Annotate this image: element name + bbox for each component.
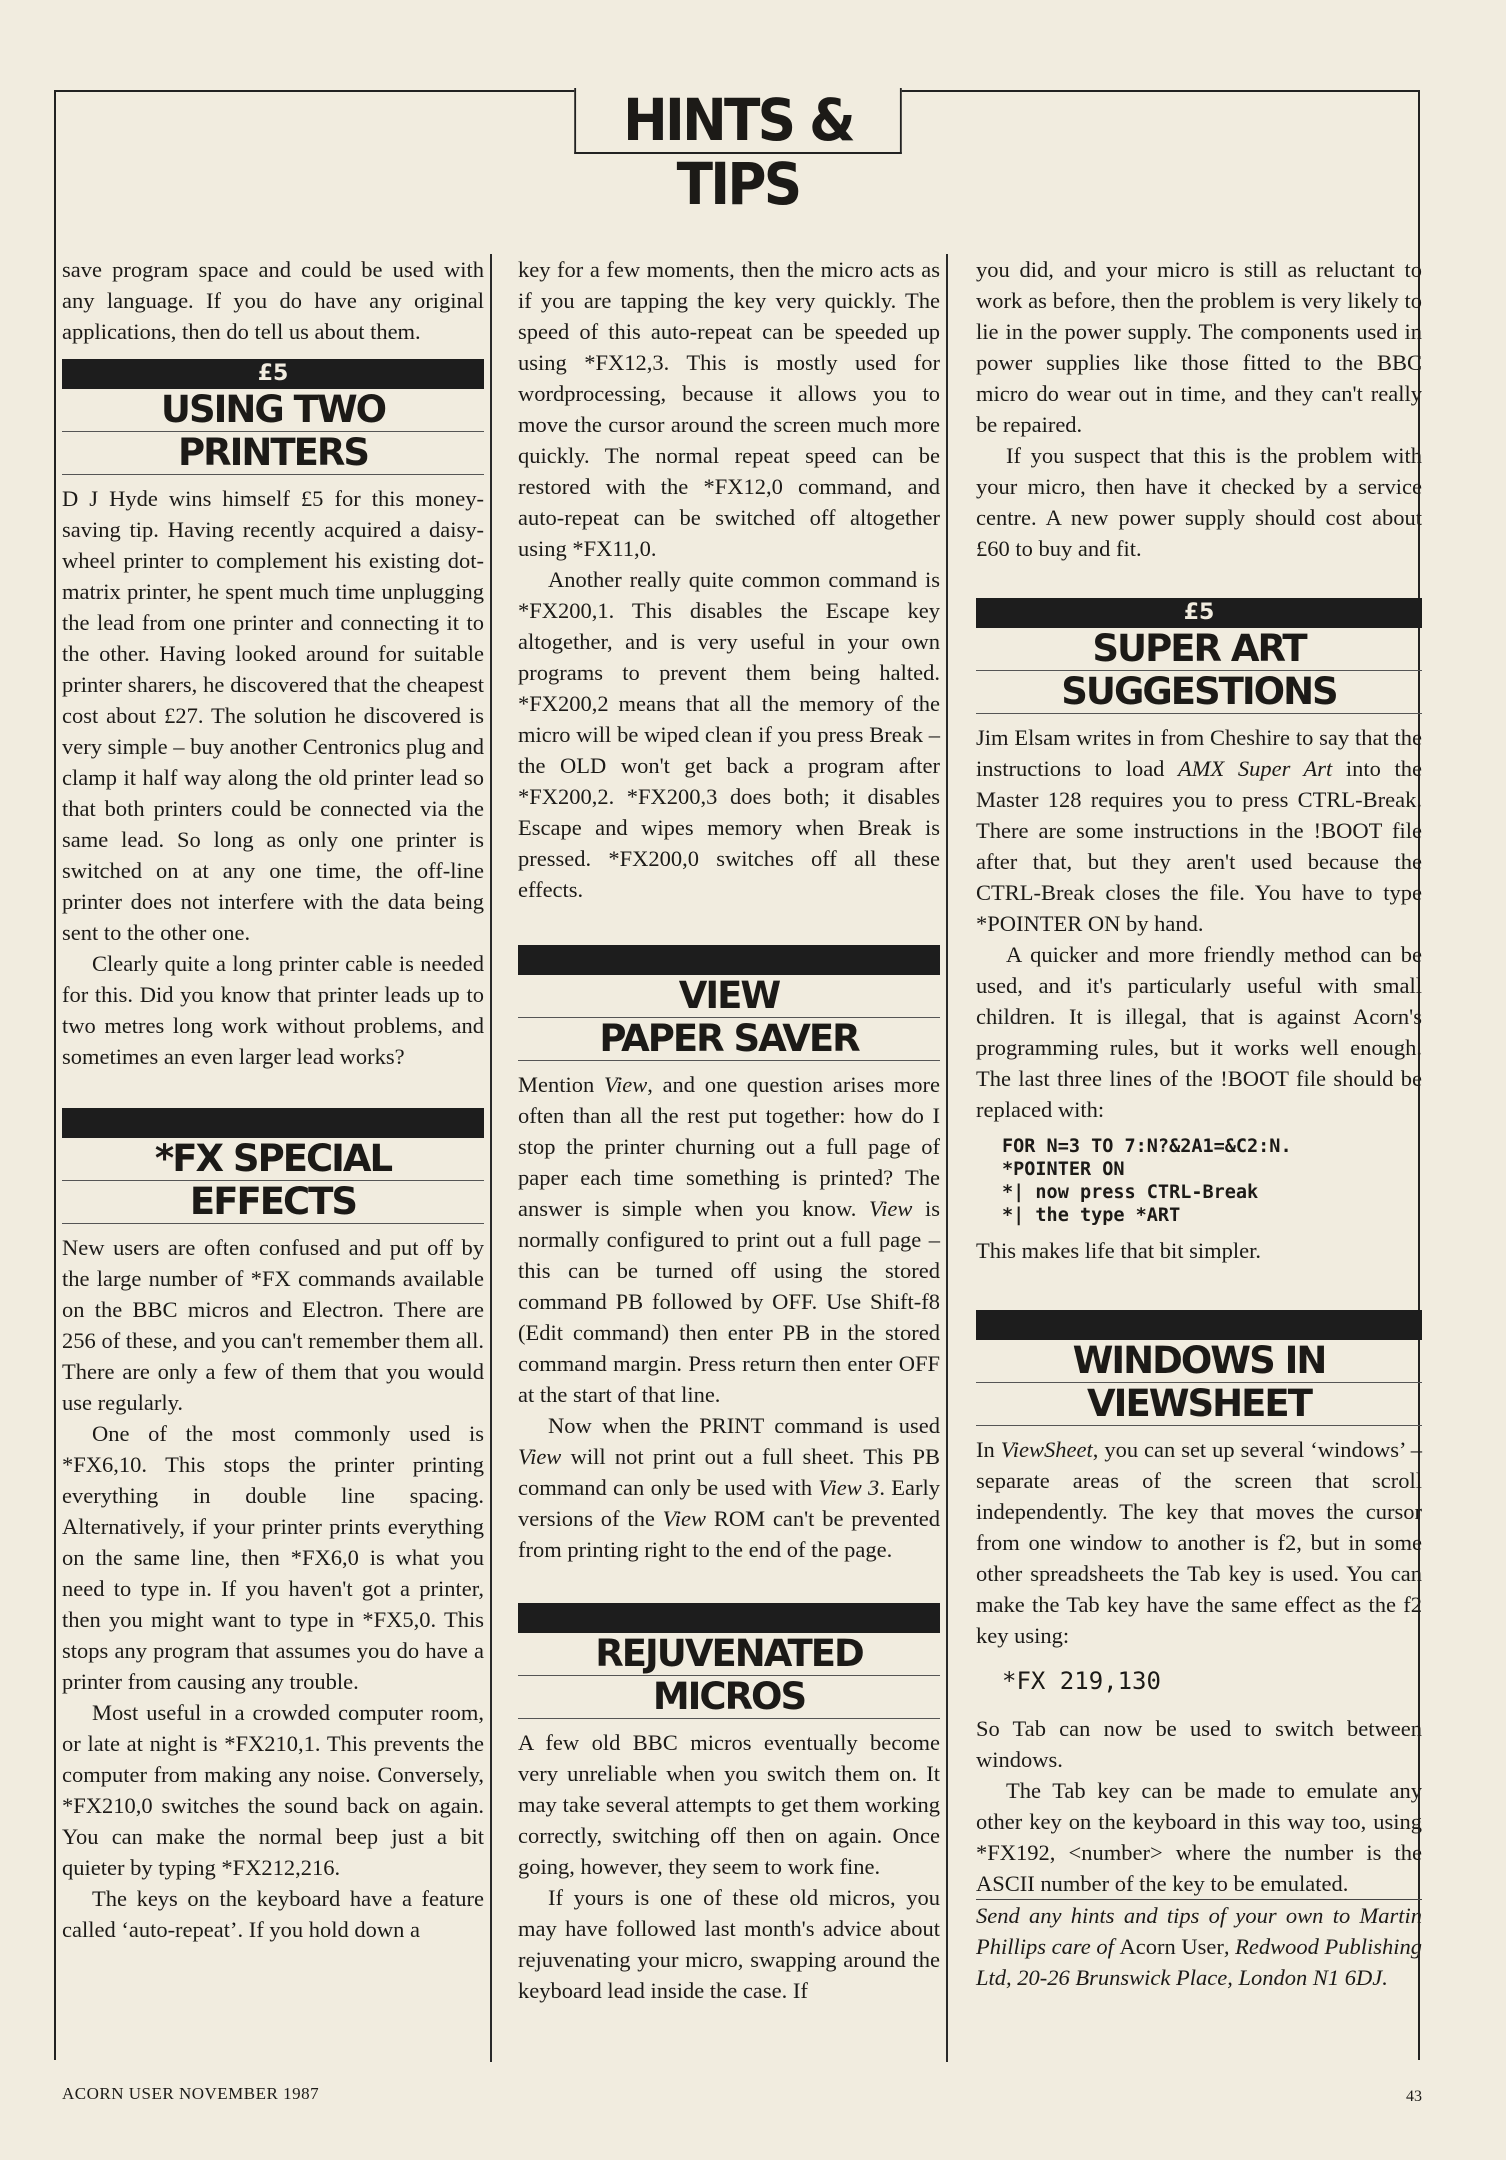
heading-bar (518, 945, 940, 975)
body-paragraph: D J Hyde wins himself £5 for this money-saving tip. Having recently acquired a daisy-wheel printer to complement his existing dot-matrix printer, he spent much time unplugging the lead from one printer and connecting it to the other. Having looked around for suitable printer sharers, he discovered that the cheapest cost about £27. The solution he discovered is very simple – buy another Centronics plug and clamp it half way along the old printer lead so that both printers could be connected via the same lead. So long as only one printer is switched on at any one time, the off-line printer does not interfere with the data being sent to the other one. (62, 486, 484, 945)
body-paragraph: If you suspect that this is the problem with your micro, then have it checked by a service centre. A new power supply should cost about £60 to buy and fit. (976, 443, 1422, 561)
code-line: *FX 219,130 (1002, 1667, 1161, 1695)
column-1 (62, 254, 492, 2062)
prize-bar: £5 (62, 359, 484, 389)
heading-bar (976, 1310, 1422, 1340)
column-2 (518, 254, 948, 2062)
body-paragraph: New users are often confused and put off by the large number of *FX commands available on the BBC micros and Electron. There are 256 of these, and you can't remember them all. There are only a few of them that you would use regularly. (62, 1235, 484, 1415)
submission-credit: Send any hints and tips of your own to Martin Phillips care of Acorn User, Redwood Publishing Ltd, 20-26 Brunswick Place, London N1 6DJ. (976, 1899, 1422, 1993)
section-heading-windows-in-viewsheet (976, 1310, 1422, 1426)
body-paragraph: Now when the PRINT command is used View will not print out a full sheet. This PB command can only be used with View 3. Early versions of the View ROM can't be prevented from printing right to the end of the page. (518, 1413, 940, 1562)
section-title-line-1: SUPER ART (976, 628, 1422, 671)
section-title-line-1: WINDOWS IN (976, 1340, 1422, 1383)
body-paragraph: Another really quite common command is *FX200,1. This disables the Escape key altogether, and is very useful in your own programs to prevent them being halted. *FX200,2 means that all the memory of the micro will be wiped clean if you press Break – the OLD won't get back a program after *FX200,2. *FX200,3 does both; it disables Escape and wipes memory when Break is pressed. *FX200,0 switches off all these effects. (518, 567, 940, 902)
body-paragraph: This makes life that bit simpler. (976, 1238, 1261, 1263)
section-title-line-2: MICROS (518, 1676, 940, 1719)
section-title (976, 628, 1422, 714)
section-heading-rejuvenated-micros (518, 1603, 940, 1719)
body-paragraph: So Tab can now be used to switch between windows. (976, 1716, 1422, 1772)
body-paragraph: In ViewSheet, you can set up several ‘windows’ – separate areas of the screen that scroll independently. The key that moves the cursor from one window to another is f2, but in some other spreadsheets the Tab key is used. You can make the Tab key have the same effect as the f2 key using: (976, 1437, 1423, 1648)
body-paragraph: Clearly quite a long printer cable is needed for this. Did you know that printer leads up to two metres long work without problems, and sometimes an even larger lead works? (62, 951, 484, 1069)
section-heading-super-art-suggestions (976, 598, 1422, 714)
footer-page-number: 43 (1406, 2088, 1422, 2105)
section-heading-fx-special-effects (62, 1108, 484, 1224)
body-paragraph: One of the most commonly used is *FX6,10. This stops the printer printing everything in double line spacing. Alternatively, if your printer prints everything on the same line, then *FX6,0 is what you need to type in. If you haven't got a printer, then you might want to type in *FX5,0. This stops any program that assumes you do have a printer from causing any trouble. (62, 1421, 484, 1694)
section-title (62, 1138, 484, 1224)
section-title (62, 389, 484, 475)
code-listing: FOR N=3 TO 7:N?&2A1=&C2:N. *POINTER ON *| now press CTRL-Break *| the type *ART (1002, 1136, 1292, 1226)
body-paragraph: Mention View, and one question arises more often than all the rest put together: how do I stop the printer churning out a full page of paper each time something is printed? The answer is simple when you know. View is normally configured to print out a full page – this can be turned off using the stored command PB followed by OFF. Use Shift-f8 (Edit command) then enter PB in the stored command margin. Press return then enter OFF at the start of that line. (518, 1072, 940, 1407)
section-title-line-2: SUGGESTIONS (976, 671, 1422, 714)
section-title-line-1: *FX SPECIAL (62, 1138, 484, 1181)
prize-bar: £5 (976, 598, 1422, 628)
body-paragraph: Jim Elsam writes in from Cheshire to say that the instructions to load AMX Super Art into the Master 128 requires you to press CTRL-Break. There are some instructions in the !BOOT file after that, but they aren't used because the CTRL-Break closes the file. You have to type *POINTER ON by hand. (976, 725, 1422, 936)
section-title-line-2: VIEWSHEET (976, 1383, 1422, 1426)
section-title-line-2: PAPER SAVER (518, 1018, 940, 1061)
body-paragraph: you did, and your micro is still as reluctant to work as before, then the problem is very likely to lie in the power supply. The components used in power supplies like those fitted to the BBC micro do wear out in time, and they can't really be repaired. (976, 257, 1422, 437)
body-paragraph: A quicker and more friendly method can be used, and it's particularly useful with small children. It is illegal, that is against Acorn's programming rules, but it works well enough. The last three lines of the !BOOT file should be replaced with: (976, 942, 1422, 1122)
section-title-line-2: EFFECTS (62, 1181, 484, 1224)
column-3 (976, 254, 1422, 2062)
section-title-line-2: PRINTERS (62, 432, 484, 475)
body-paragraph: A few old BBC micros eventually become very unreliable when you switch them on. It may take several attempts to get them working correctly, switching off then on again. Once going, however, they seem to work fine. (518, 1730, 940, 1879)
section-title-line-1: REJUVENATED (518, 1633, 940, 1676)
heading-bar (518, 1603, 940, 1633)
page-title: HINTS & TIPS (574, 88, 902, 154)
section-heading-view-paper-saver (518, 945, 940, 1061)
body-paragraph: If yours is one of these old micros, you may have followed last month's advice about rejuvenating your micro, swapping around the keyboard lead inside the case. If (518, 1885, 940, 2003)
section-heading-using-two-printers (62, 359, 484, 475)
section-title-line-1: VIEW (518, 975, 940, 1018)
intro-paragraph: save program space and could be used with any language. If you do have any original applications, then do tell us about them. (62, 257, 484, 344)
body-paragraph: key for a few moments, then the micro acts as if you are tapping the key very quickly. The speed of this auto-repeat can be speeded up using *FX12,3. This is mostly used for wordprocessing, because it allows you to move the cursor around the screen much more quickly. The normal repeat speed can be restored with the *FX12,0 command, and auto-repeat can be switched off altogether using *FX11,0. (518, 257, 940, 561)
section-title-line-1: USING TWO (62, 389, 484, 432)
body-paragraph: Most useful in a crowded computer room, or late at night is *FX210,1. This prevents the computer from making any noise. Conversely, *FX210,0 switches the sound back on again. You can make the normal beep just a bit quieter by typing *FX212,216. (62, 1700, 484, 1880)
footer-publication: ACORN USER NOVEMBER 1987 (62, 2084, 320, 2103)
body-paragraph: The Tab key can be made to emulate any other key on the keyboard in this way too, using *FX192, <number> where the number is the ASCII number of the key to be emulated. (976, 1778, 1422, 1896)
section-title (976, 1340, 1422, 1426)
section-title (518, 1633, 940, 1719)
heading-bar (62, 1108, 484, 1138)
section-title (518, 975, 940, 1061)
body-paragraph: The keys on the keyboard have a feature called ‘auto-repeat’. If you hold down a (62, 1886, 484, 1942)
